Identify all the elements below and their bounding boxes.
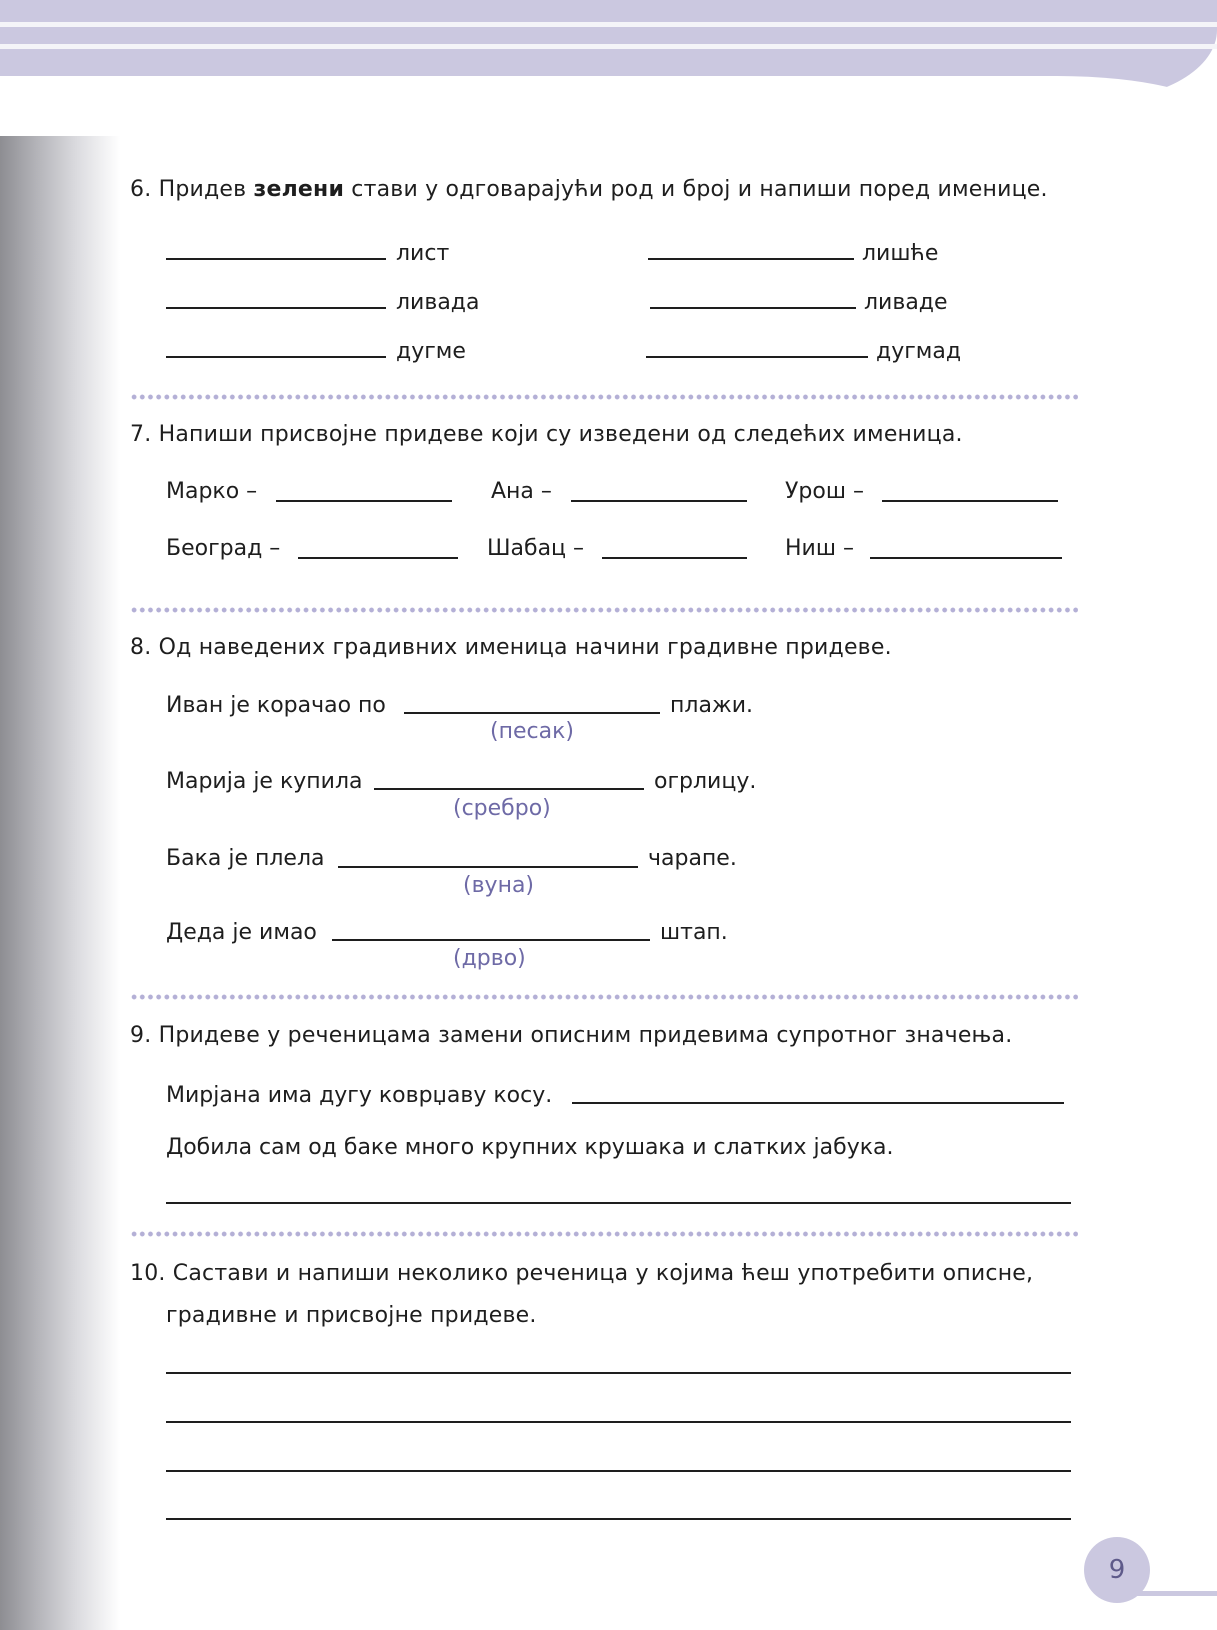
answer-blank[interactable] xyxy=(650,307,856,309)
hint-word: (дрво) xyxy=(453,946,526,971)
name-label: Марко – xyxy=(166,479,258,504)
answer-blank[interactable] xyxy=(166,1518,1071,1520)
answer-blank[interactable] xyxy=(276,500,452,502)
answer-blank[interactable] xyxy=(338,866,638,868)
sentence-start: Марија је купила xyxy=(166,769,363,794)
question-6 xyxy=(130,175,1048,205)
question-text: Напиши присвојне придеве који су изведени од следећих именица. xyxy=(158,422,963,447)
answer-blank[interactable] xyxy=(646,356,868,358)
question-text: Од наведених градивних именица начини градивне придеве. xyxy=(158,635,892,660)
answer-blank[interactable] xyxy=(374,788,644,790)
section-divider xyxy=(130,1231,1078,1237)
name-label: Ана – xyxy=(491,479,552,504)
section-divider xyxy=(130,994,1078,1000)
question-9 xyxy=(130,1021,1012,1051)
question-10-continued xyxy=(166,1301,537,1331)
answer-blank[interactable] xyxy=(648,258,854,260)
answer-blank[interactable] xyxy=(166,1372,1071,1374)
answer-blank[interactable] xyxy=(602,557,747,559)
question-number: 8. xyxy=(130,635,152,660)
answer-blank[interactable] xyxy=(166,1470,1071,1472)
noun-label: дугме xyxy=(396,339,466,364)
answer-blank[interactable] xyxy=(166,356,386,358)
answer-blank[interactable] xyxy=(404,712,660,714)
sentence-start: Деда је имао xyxy=(166,920,317,945)
question-10 xyxy=(130,1259,1033,1289)
answer-blank[interactable] xyxy=(332,939,650,941)
question-text: стави у одговарајући род и број и напиши поред именице. xyxy=(351,177,1048,202)
name-label: Шабац – xyxy=(487,536,585,561)
sentence: Мирјана има дугу коврџаву косу. xyxy=(166,1083,553,1108)
question-text: Придеве у реченицама замени описним придевима супротног значења. xyxy=(158,1023,1013,1048)
section-divider xyxy=(130,394,1078,400)
sentence-start: Иван је корачао по xyxy=(166,693,386,718)
page-number: 9 xyxy=(1084,1537,1150,1603)
answer-blank[interactable] xyxy=(870,557,1062,559)
question-keyword: зелени xyxy=(253,177,345,202)
question-text: градивне и присвојне придеве. xyxy=(166,1303,537,1328)
answer-blank[interactable] xyxy=(882,500,1058,502)
question-number: 10. xyxy=(130,1261,166,1286)
sentence-end: штап. xyxy=(660,920,728,945)
hint-word: (вуна) xyxy=(463,873,535,898)
answer-blank[interactable] xyxy=(572,1102,1064,1104)
question-7 xyxy=(130,420,963,450)
hint-word: (песак) xyxy=(490,719,574,744)
answer-blank[interactable] xyxy=(298,557,458,559)
sentence: Добила сам од баке много крупних крушака и слатких јабука. xyxy=(166,1135,894,1160)
noun-label: ливаде xyxy=(864,290,948,315)
question-text: Придев xyxy=(158,177,247,202)
noun-label: дугмад xyxy=(876,339,962,364)
question-number: 9. xyxy=(130,1023,152,1048)
sentence-end: плажи. xyxy=(670,693,754,718)
name-label: Урош – xyxy=(785,479,864,504)
hint-word: (сребро) xyxy=(453,796,551,821)
name-label: Ниш – xyxy=(785,536,854,561)
question-text: Састави и напиши неколико реченица у којима ћеш употребити описне, xyxy=(172,1261,1034,1286)
sentence-end: огрлицу. xyxy=(654,769,757,794)
page-number-bar xyxy=(1130,1591,1217,1596)
question-number: 6. xyxy=(130,177,152,202)
sentence-start: Бака је плела xyxy=(166,846,325,871)
question-number: 7. xyxy=(130,422,152,447)
noun-label: лишће xyxy=(862,241,939,266)
answer-blank[interactable] xyxy=(166,307,386,309)
noun-label: лист xyxy=(396,241,450,266)
answer-blank[interactable] xyxy=(571,500,747,502)
answer-blank[interactable] xyxy=(166,258,386,260)
answer-blank[interactable] xyxy=(166,1421,1071,1423)
question-8 xyxy=(130,633,892,663)
noun-label: ливада xyxy=(396,290,480,315)
name-label: Београд – xyxy=(166,536,281,561)
answer-blank[interactable] xyxy=(166,1202,1071,1204)
section-divider xyxy=(130,607,1078,613)
sentence-end: чарапе. xyxy=(648,846,737,871)
